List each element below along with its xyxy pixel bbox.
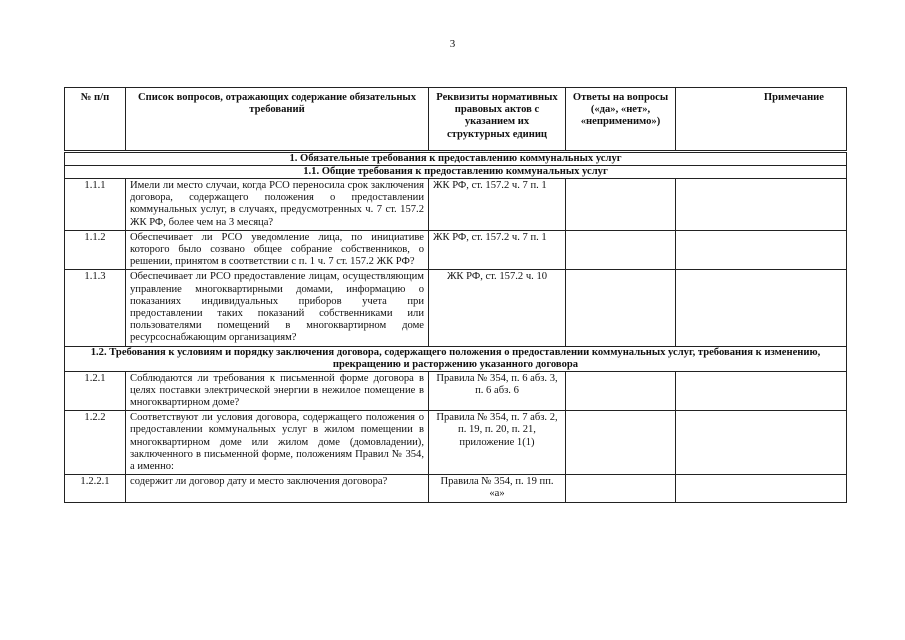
table-row	[65, 475, 847, 502]
row-num: 1.2.2.1	[65, 475, 126, 502]
table-row	[65, 179, 847, 231]
table-row	[65, 230, 847, 270]
header-num: № п/п	[65, 88, 126, 152]
row-note[interactable]	[676, 371, 847, 411]
row-answer[interactable]	[566, 230, 676, 270]
row-answer[interactable]	[566, 371, 676, 411]
row-num: 1.1.2	[65, 230, 126, 270]
row-reference: Правила № 354, п. 7 абз. 2, п. 19, п. 20, п. 21, приложение 1(1)	[429, 411, 566, 475]
row-num: 1.1.1	[65, 179, 126, 231]
row-note[interactable]	[676, 230, 847, 270]
header-notes: Примечание	[676, 88, 847, 152]
page-number: 3	[449, 38, 456, 50]
subsection-row	[65, 346, 847, 371]
row-question: содержит ли договор дату и место заключения договора?	[126, 475, 429, 502]
table-row	[65, 411, 847, 475]
row-question: Соответствуют ли условия договора, содержащего положения о предоставлении коммунальных услуг в жилом помещении в многоквартирном доме или жилом доме (домовладении), заключенного в письменной форме, положениям Правил № 354, а именно:	[126, 411, 429, 475]
row-num: 1.2.1	[65, 371, 126, 411]
row-reference: Правила № 354, п. 19 пп. «а»	[429, 475, 566, 502]
subsection-title: 1.2. Требования к условиям и порядку заключения договора, содержащего положения о предоставлении коммунальных услуг, требования к изменению, прекращению и расторжению указанного договора	[65, 346, 847, 371]
row-question: Обеспечивает ли РСО предоставление лицам, осуществляющим управление многоквартирными домами, информацию о показаниях индивидуальных приборов учета при предоставлении таких показаний собственниками или пользователями помещений в многоквартирном доме ресурсоснабжающим организациям?	[126, 270, 429, 346]
row-question: Имели ли место случаи, когда РСО переносила срок заключения договора, содержащего положения о предоставлении коммунальных услуг, в случаях, предусмотренных ч. 7 ст. 157.2 ЖК РФ, более чем на 3 месяца?	[126, 179, 429, 231]
header-answers: Ответы на вопросы («да», «нет», «неприменимо»)	[566, 88, 676, 152]
row-num: 1.1.3	[65, 270, 126, 346]
row-note[interactable]	[676, 270, 847, 346]
subsection-row	[65, 166, 847, 179]
table-row	[65, 371, 847, 411]
row-note[interactable]	[676, 475, 847, 502]
row-reference: ЖК РФ, ст. 157.2 ч. 7 п. 1	[429, 179, 566, 231]
subsection-title: 1.1. Общие требования к предоставлению коммунальных услуг	[65, 166, 847, 179]
row-reference: ЖК РФ, ст. 157.2 ч. 7 п. 1	[429, 230, 566, 270]
row-reference: ЖК РФ, ст. 157.2 ч. 10	[429, 270, 566, 346]
section-row	[65, 152, 847, 166]
table-row	[65, 270, 847, 346]
row-reference: Правила № 354, п. 6 абз. 3, п. 6 абз. 6	[429, 371, 566, 411]
row-num: 1.2.2	[65, 411, 126, 475]
row-question: Обеспечивает ли РСО уведомление лица, по инициативе которого было созвано общее собрание собственников, о решении, принятом в соответствии с п. 1 ч. 7 ст. 157.2 ЖК РФ?	[126, 230, 429, 270]
row-note[interactable]	[676, 179, 847, 231]
section-title: 1. Обязательные требования к предоставлению коммунальных услуг	[65, 152, 847, 166]
row-question: Соблюдаются ли требования к письменной форме договора в целях поставки электрической энергии в нежилое помещение в многоквартирном доме?	[126, 371, 429, 411]
header-question: Список вопросов, отражающих содержание обязательных требований	[126, 88, 429, 152]
row-note[interactable]	[676, 411, 847, 475]
header-reference: Реквизиты нормативных правовых актов с указанием их структурных единиц	[429, 88, 566, 152]
row-answer[interactable]	[566, 179, 676, 231]
table-header-row	[65, 88, 847, 152]
checklist-table	[64, 87, 847, 503]
row-answer[interactable]	[566, 270, 676, 346]
row-answer[interactable]	[566, 475, 676, 502]
row-answer[interactable]	[566, 411, 676, 475]
